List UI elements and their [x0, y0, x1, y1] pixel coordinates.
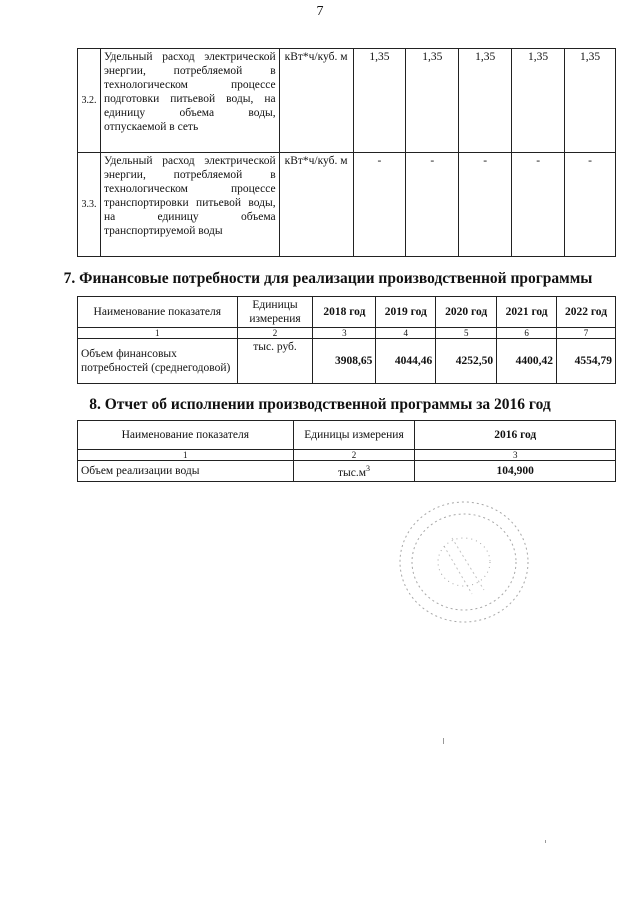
section-7-heading: 7. Финансовые потребности для реализации производственной программы	[63, 270, 593, 287]
indicator-name: Удельный расход электрической энергии, потребляемой в технологическом процессе транспортировки питьевой воды, на единицу объема транспортируемой воды	[100, 153, 279, 257]
index-cell: 7	[557, 328, 616, 339]
indicator-name: Удельный расход электрической энергии, потребляемой в технологическом процессе подготовки питьевой воды, на единицу объема воды, отпускаемой в сеть	[100, 49, 279, 153]
value-cell: -	[512, 153, 565, 257]
official-stamp	[392, 498, 532, 628]
value-cell: 1,35	[353, 49, 406, 153]
table-row	[78, 461, 616, 482]
index-row	[78, 450, 616, 461]
header-row	[78, 297, 616, 328]
unit-cell: кВт*ч/куб. м	[279, 49, 353, 153]
unit-text: тыс.м	[338, 466, 367, 479]
index-row	[78, 328, 616, 339]
header-cell: Единицы измерения	[237, 297, 313, 328]
value-cell: 3908,65	[313, 339, 376, 384]
value-cell: 4554,79	[557, 339, 616, 384]
header-cell: 2020 год	[436, 297, 497, 328]
scan-speck	[545, 840, 546, 843]
value-cell: 1,35	[512, 49, 565, 153]
unit-cell	[293, 461, 415, 482]
index-cell: 1	[78, 450, 294, 461]
value-cell: 4400,42	[497, 339, 557, 384]
unit-cell: кВт*ч/куб. м	[279, 153, 353, 257]
header-cell: 2022 год	[557, 297, 616, 328]
value-cell: 1,35	[459, 49, 512, 153]
indicators-table-continued	[77, 48, 616, 257]
value-cell: 104,900	[415, 461, 616, 482]
row-number: 3.2.	[78, 49, 101, 153]
value-cell: 1,35	[406, 49, 459, 153]
index-cell: 1	[78, 328, 238, 339]
index-cell: 3	[415, 450, 616, 461]
index-cell: 2	[237, 328, 313, 339]
index-cell: 2	[293, 450, 415, 461]
indicator-name: Объем реализации воды	[78, 461, 294, 482]
value-cell: 4044,46	[376, 339, 436, 384]
header-row	[78, 421, 616, 450]
header-cell: 2016 год	[415, 421, 616, 450]
unit-cell: тыс. руб.	[237, 339, 313, 384]
index-cell: 4	[376, 328, 436, 339]
header-cell: 2021 год	[497, 297, 557, 328]
header-cell: 2019 год	[376, 297, 436, 328]
value-cell: -	[406, 153, 459, 257]
value-cell: -	[459, 153, 512, 257]
value-cell: 4252,50	[436, 339, 497, 384]
scan-speck	[443, 738, 444, 744]
indicator-name: Объем финансовых потребностей (среднегодовой)	[78, 339, 238, 384]
header-cell: Наименование показателя	[78, 297, 238, 328]
value-cell: -	[565, 153, 616, 257]
unit-superscript: 3	[366, 464, 371, 473]
header-cell: Наименование показателя	[78, 421, 294, 450]
index-cell: 5	[436, 328, 497, 339]
header-cell: 2018 год	[313, 297, 376, 328]
value-cell: 1,35	[565, 49, 616, 153]
table-row	[78, 49, 616, 153]
index-cell: 6	[497, 328, 557, 339]
page-number: 7	[316, 4, 324, 19]
row-number: 3.3.	[78, 153, 101, 257]
section-8-heading: 8. Отчет об исполнении производственной программы за 2016 год	[89, 396, 551, 413]
financial-needs-table	[77, 296, 616, 384]
header-cell: Единицы измерения	[293, 421, 415, 450]
value-cell: -	[353, 153, 406, 257]
report-2016-table	[77, 420, 616, 482]
index-cell: 3	[313, 328, 376, 339]
table-row	[78, 339, 616, 384]
table-row	[78, 153, 616, 257]
